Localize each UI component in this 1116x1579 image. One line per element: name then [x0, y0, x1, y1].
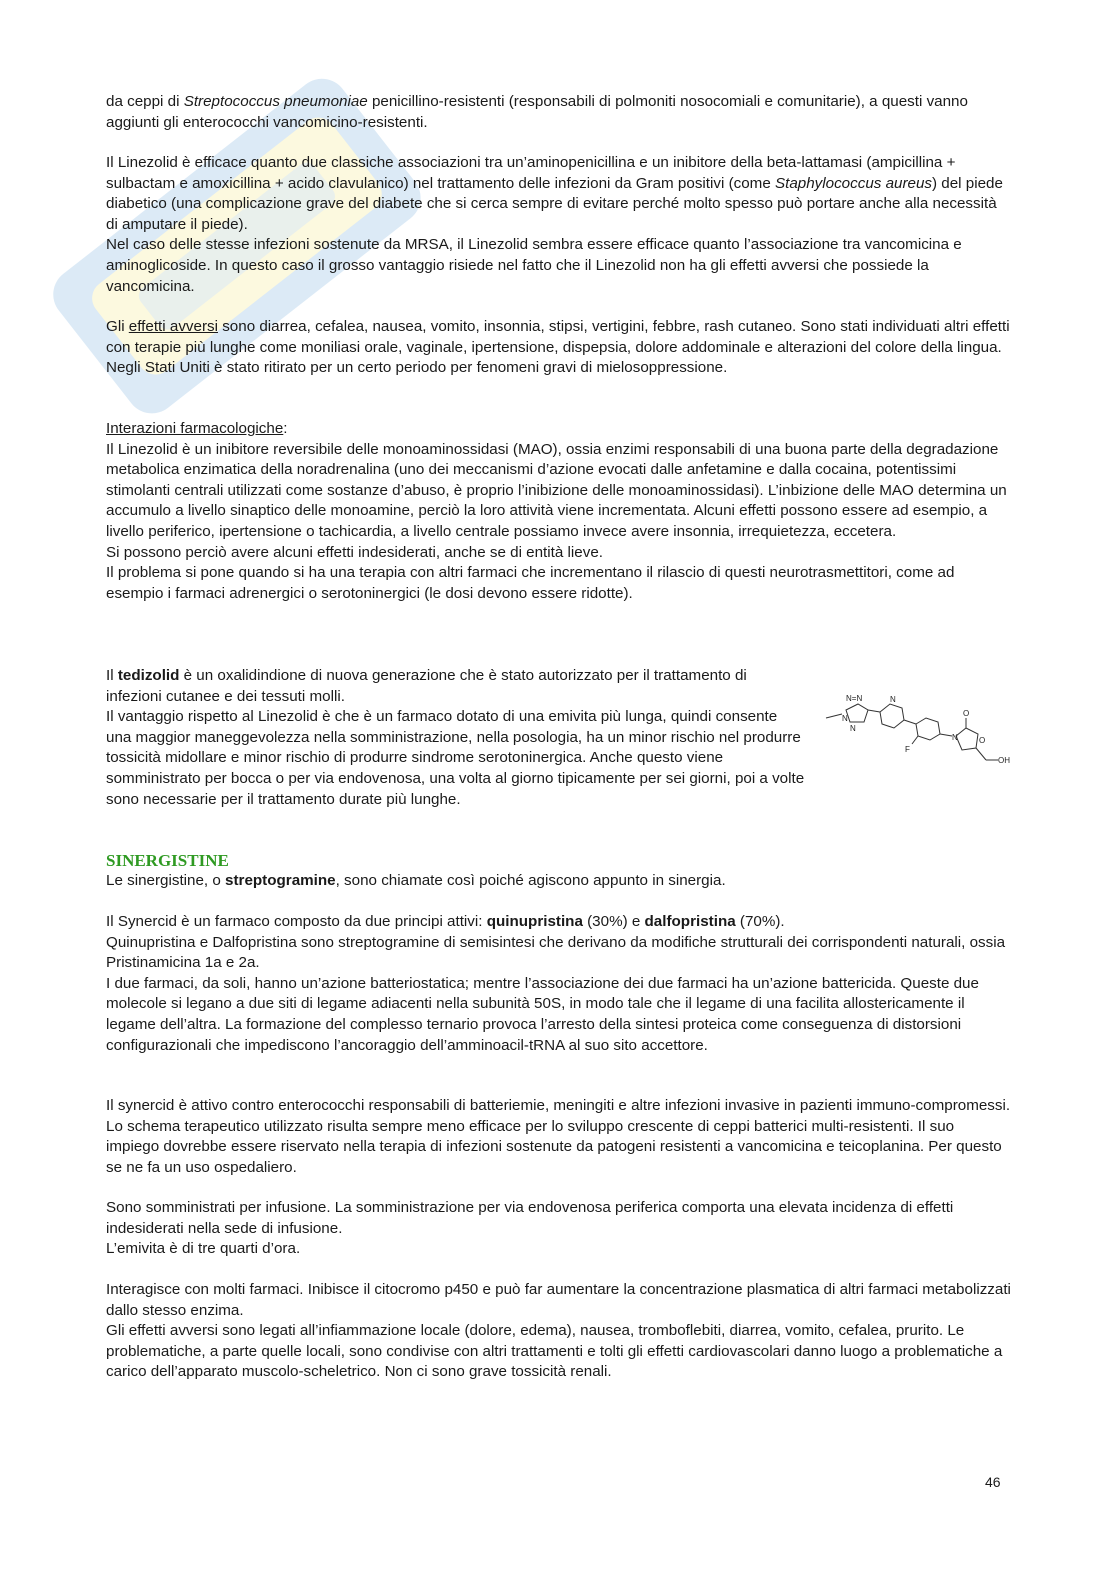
paragraph-streptogramins: Le sinergistine, o streptogramine, sono chiamate così poiché agiscono appunto in sinergia.: [106, 872, 726, 889]
molecule-label-n-pyridine: N: [890, 695, 896, 704]
paragraph-tedizolid: Il tedizolid è un oxalidindione di nuova generazione che è stato autorizzato per il trattamento di infezioni cutanee e dei tessuti molli. Il vantaggio rispetto al Linezolid è che è un farmaco dotato di una emivita più lunga, quindi consente una maggior maneggevolezza nella somministrazione, nella posologia, ha un minor rischio nel produrre tossicità midollare e minor rischio di produrre sindrome serotoninergica. Anche questo viene somministrato per bocca o per via endovenosa, una volta al giorno tipicamente per sei giorni, poi a volte sono necessarie per il trattamento durate più lunghe.: [106, 667, 805, 808]
molecule-label-n-b: N: [850, 724, 856, 733]
molecule-label-carbonyl-o: O: [963, 709, 970, 718]
molecule-label-ring-o: O: [979, 736, 986, 745]
paragraph-administration: Sono somministrati per infusione. La somministrazione per via endovenosa periferica comporta una elevata incidenza di effetti indesiderati nella sede di infusione. L’emivita è di tre quarti d’ora.: [106, 1199, 954, 1258]
page-number: 46: [985, 1474, 1001, 1490]
section-heading-sinergistine: SINERGISTINE: [106, 851, 229, 870]
tedizolid-structure-image: [820, 690, 1010, 780]
paragraph-drug-interactions: Interazioni farmacologiche: Il Linezolid è un inibitore reversibile delle monoaminossidasi (MAO), ossia enzimi responsabili di una buona parte della degradazione metabolica enzimatica della noradrenalina (uno dei meccanismi d’azione evocati dalle anfetamine e dalla cocaina, potentissimi stimolanti centrali utilizzati come sostanze d’abuso, è proprio l’inibizione delle monoaminossidasi). L’inbizione delle MAO determina un accumulo a livello sinaptico delle monoamine, perciò la loro attività viene incrementata. Alcuni effetti possono essere ad esempio, a livello periferico, ipertensione o tachicardia, a livello centrale possiamo invece avere insonnia, irrequietezza, eccetera. Si possono perciò avere alcuni effetti indesiderati, anche se di entità lieve. Il problema si pone quando si ha una terapia con altri farmaci che incrementano il rilascio di questi neurotrasmettitori, come ad esempio i farmaci adrenergici o serotoninergici (le dosi devono essere ridotte).: [106, 420, 1007, 602]
molecule-label-n-a: N: [842, 714, 848, 723]
molecule-label-oh: OH: [998, 756, 1010, 765]
molecule-label-n-n: N=N: [846, 694, 863, 703]
paragraph-linezolid-efficacy: Il Linezolid è efficace quanto due classiche associazioni tra un’aminopenicillina e un inibitore della beta-lattamasi (ampicillina + sulbactam e amoxicillina + acido clavulanico) nel trattamento delle infezioni da Gram positivi (come Staphylococcus aureus) del piede diabetico (una complicazione grave del diabete che si cerca sempre di evitare perché molto spesso può portare anche alla necessità di amputare il piede). Nel caso delle stesse infezioni sostenute da MRSA, il Linezolid sembra essere efficace quanto l’associazione tra vancomicina e aminoglicoside. In questo caso il grosso vantaggio risiede nel fatto che il Linezolid non ha gli effetti avversi che possiede la vancomicina.: [106, 154, 1003, 295]
paragraph-resistant-strains: da ceppi di Streptococcus pneumoniae penicillino-resistenti (responsabili di polmoniti nosocomiali e comunitarie), a questi vanno aggiunti gli enterococchi vancomicino-resistenti.: [106, 93, 968, 131]
molecule-label-f: F: [905, 745, 910, 754]
paragraph-synercid: Il Synercid è un farmaco composto da due principi attivi: quinupristina (30%) e dalfopristina (70%). Quinupristina e Dalfopristina sono streptogramine di semisintesi che derivano da modifiche strutturali dei corrispondenti naturali, ossia Pristinamicina 1a e 2a. I due farmaci, da soli, hanno un’azione batteriostatica; mentre l’associazione dei due farmaci ha un’azione battericida. Queste due molecole si legano a due siti di legame adiacenti nella subunità 50S, in modo tale che il legame di una facilita allostericamente il legame dell’altra. La formazione del complesso ternario provoca l’arresto della sintesi proteica come conseguenza di distorsioni configurazionali che impediscono l’ancoraggio dell’amminoacil-tRNA al suo sito accettore.: [106, 913, 1006, 1054]
molecule-label-n-oxazolidinone: N: [952, 733, 958, 742]
paragraph-interactions-adverse: Interagisce con molti farmaci. Inibisce il citocromo p450 e può far aumentare la concentrazione plasmatica di altri farmaci metabolizzati dallo stesso enzima. Gli effetti avversi sono legati all’infiammazione locale (dolore, edema), nausea, tromboflebiti, diarrea, vomito, cefalea, prurito. Le problematiche, a parte quelle locali, sono condivise con altri trattamenti e tolti gli effetti cardiovascolari danno luogo a problematiche a carico dell’apparato muscolo-scheletrico. Non ci sono grave tossicità renali.: [106, 1281, 1011, 1381]
paragraph-synercid-activity: Il synercid è attivo contro enterococchi responsabili di batteriemie, meningiti e altre infezioni invasive in pazienti immuno-compromessi. Lo schema terapeutico utilizzato risulta sempre meno efficace per lo sviluppo crescente di ceppi batterici multi-resistenti. Il suo impiego dovrebbe essere riservato nella terapia di infezioni sostenute da patogeni resistenti a vancomicina e teicoplanina. Per questo se ne fa un uso ospedaliero.: [106, 1097, 1011, 1176]
interactions-heading: Interazioni farmacologiche: [106, 420, 284, 437]
paragraph-adverse-effects: Gli effetti avversi sono diarrea, cefalea, nausea, vomito, insonnia, stipsi, vertigini, febbre, rash cutaneo. Sono stati individuati altri effetti con terapie più lunghe come moniliasi orale, vaginale, ipertensione, dispepsia, dolore addominale e alterazioni del colore della lingua. Negli Stati Uniti è stato ritirato per un certo periodo per fenomeni gravi di mielosoppressione.: [106, 318, 1010, 377]
